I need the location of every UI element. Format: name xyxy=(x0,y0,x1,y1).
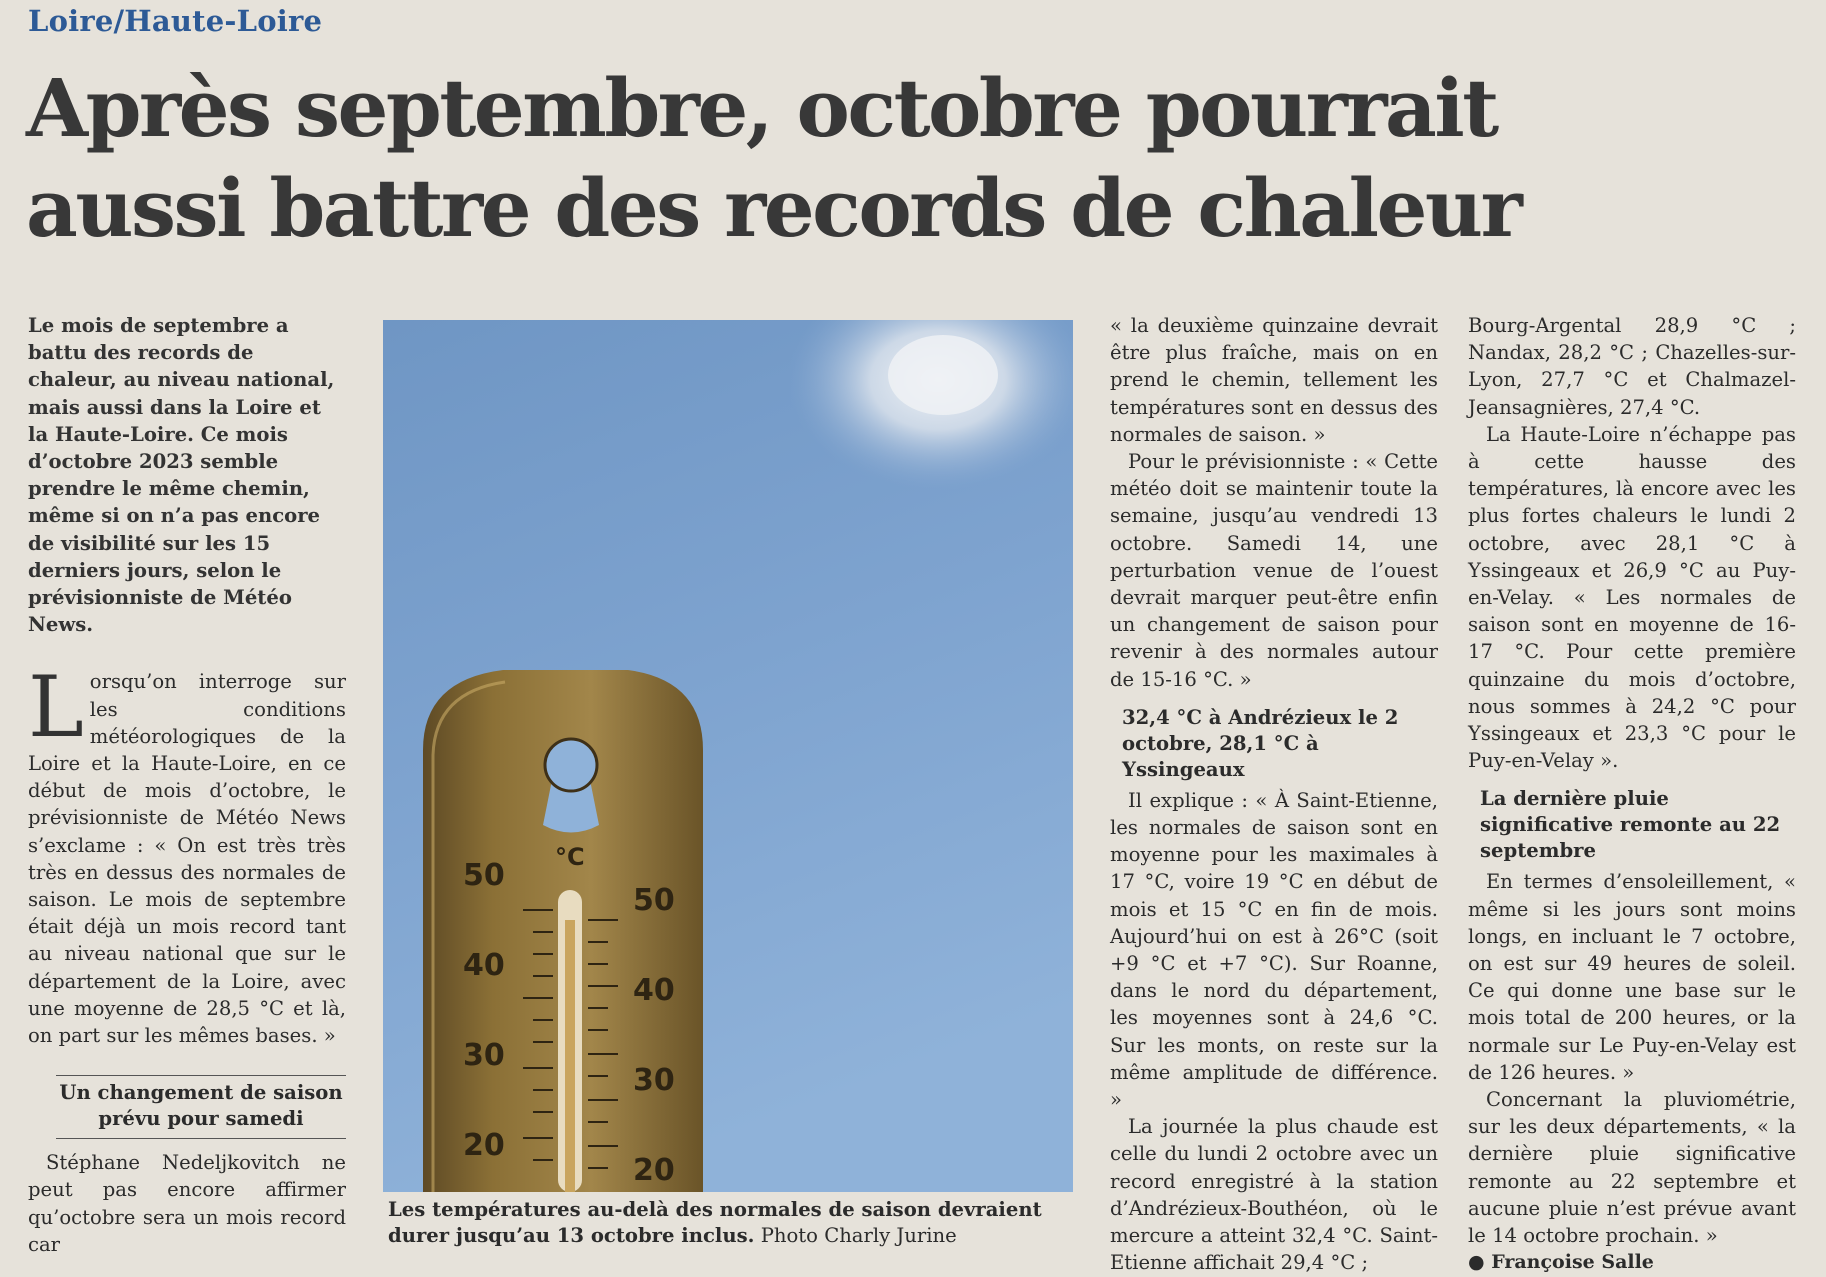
paragraph-pluviometrie: Concernant la pluviométrie, sur les deux départements, « la dernière pluie significative remonte au 22 septembre et aucune pluie n’est prévue avant le 14 octobre prochain. » xyxy=(1468,1088,1796,1248)
headline-line-2: aussi battre des records de chaleur xyxy=(26,161,1521,255)
thermometer-photo xyxy=(383,320,1073,1192)
paragraph-journee-chaude: La journée la plus chaude est celle du lundi 2 octobre avec un record enregistré à la station d’Andrézieux-Bouthéon, où le mercure a atteint 32,4 °C. Saint-Etienne affichait 29,4 °C ; xyxy=(1110,1115,1438,1275)
caption-text: Les températures au-delà des normales de saison devraient durer jusqu’au 13 octobre inclus. xyxy=(388,1198,1042,1247)
paragraph-nedeljkovitch: Stéphane Nedeljkovitch ne peut pas encore affirmer qu’octobre sera un mois record car xyxy=(28,1151,346,1256)
scale-left-50: 50 xyxy=(463,858,505,893)
paragraph-saint-etienne: Il explique : « À Saint-Etienne, les normales de saison sont en moyenne pour les maximales à 17 °C, voire 19 °C en début de mois et 15 °C en fin de mois. Aujourd’hui on est à 26°C (soit +9 °C et +7 °C). Sur Roanne, dans le nord du département, les moyennes sont à 24,6 °C. Sur les monts, on reste sur la même amplitude de différence. » xyxy=(1110,788,1438,1112)
paragraph-deuxieme-quinzaine: « la deuxième quinzaine devrait être plus fraîche, mais on en prend le chemin, tellement les températures sont en dessus des normales de saison. » xyxy=(1110,314,1438,446)
lead-paragraph-text: orsqu’on interroge sur les conditions météorologiques de la Loire et la Haute-Loire, en ce début de mois d’octobre, le prévisionniste de Météo News s’exclame : « On est très très très en dessus des normales de saison. Le mois de septembre était déjà un mois record tant au niveau national que sur le département de la Loire, avec une moyenne de 28,5 °C et là, on part sur les mêmes bases. » xyxy=(28,670,346,1048)
paragraph-haute-loire: La Haute-Loire n’échappe pas à cette hausse des températures, là encore avec les plus fortes chaleurs le lundi 2 octobre, avec 28,1 °C à Yssingeaux et 26,9 °C au Puy-en-Velay. « Les normales de saison sont en moyenne de 16-17 °C. Pour cette première quinzaine du mois d’octobre, nous sommes à 24,2 °C pour Yssingeaux et 23,3 °C pour le Puy-en-Velay ». xyxy=(1468,422,1796,773)
unit-label: °C xyxy=(555,843,585,871)
drop-cap: L xyxy=(28,658,84,757)
column-3 xyxy=(1110,312,1438,1277)
interhead-andrezieux: 32,4 °C à Andrézieux le 2 octobre, 28,1 °C à Yssingeaux xyxy=(1122,705,1399,781)
paragraph-bourg-argental: Bourg-Argental 28,9 °C ; Nandax, 28,2 °C ; Chazelles-sur-Lyon, 27,7 °C et Chalmazel-Jeansagnières, 27,4 °C. xyxy=(1468,314,1796,419)
section-rubric: Loire/Haute-Loire xyxy=(28,4,323,38)
paragraph-previsionniste: Pour le prévisionniste : « Cette météo doit se maintenir toute la semaine, jusqu’au vendredi 13 octobre. Samedi 14, une perturbation venue de l’ouest devrait marquer peut-être enfin un changement de saison pour revenir à des normales autour de 15-16 °C. » xyxy=(1110,450,1438,691)
photo-credit: Photo Charly Jurine xyxy=(760,1224,957,1247)
scale-right-40: 40 xyxy=(633,973,675,1008)
scale-right-30: 30 xyxy=(633,1063,675,1098)
scale-left-40: 40 xyxy=(463,948,505,983)
column-1 xyxy=(28,312,346,1258)
subhead-changement-saison: Un changement de saison prévu pour samedi xyxy=(56,1075,346,1139)
scale-right-50: 50 xyxy=(633,883,675,918)
interhead-derniere-pluie: La dernière pluie significative remonte au 22 septembre xyxy=(1480,787,1781,863)
scale-left-20: 20 xyxy=(463,1128,505,1163)
photo-caption xyxy=(388,1197,1088,1249)
headline xyxy=(26,58,1816,258)
author-signature: ● Françoise Salle xyxy=(1468,1251,1654,1274)
lead-paragraph xyxy=(28,658,346,1049)
headline-line-1: Après septembre, octobre pourrait xyxy=(26,61,1497,155)
chapo: Le mois de septembre a battu des records de chaleur, au niveau national, mais aussi dans la Loire et la Haute-Loire. Ce mois d’octobre 2023 semble prendre le même chemin, même si on n’a pas encore de visibilité sur les 15 derniers jours, selon le prévisionniste de Météo News. xyxy=(28,314,335,637)
column-4 xyxy=(1468,312,1796,1277)
paragraph-ensoleillement: En termes d’ensoleillement, « même si les jours sont moins longs, en incluant le 7 octobre, on est sur 49 heures de soleil. Ce qui donne une base sur le mois total de 200 heures, or la normale sur Le Puy-en-Velay est de 126 heures. » xyxy=(1468,870,1796,1084)
scale-right-20: 20 xyxy=(633,1153,675,1188)
scale-left-30: 30 xyxy=(463,1038,505,1073)
